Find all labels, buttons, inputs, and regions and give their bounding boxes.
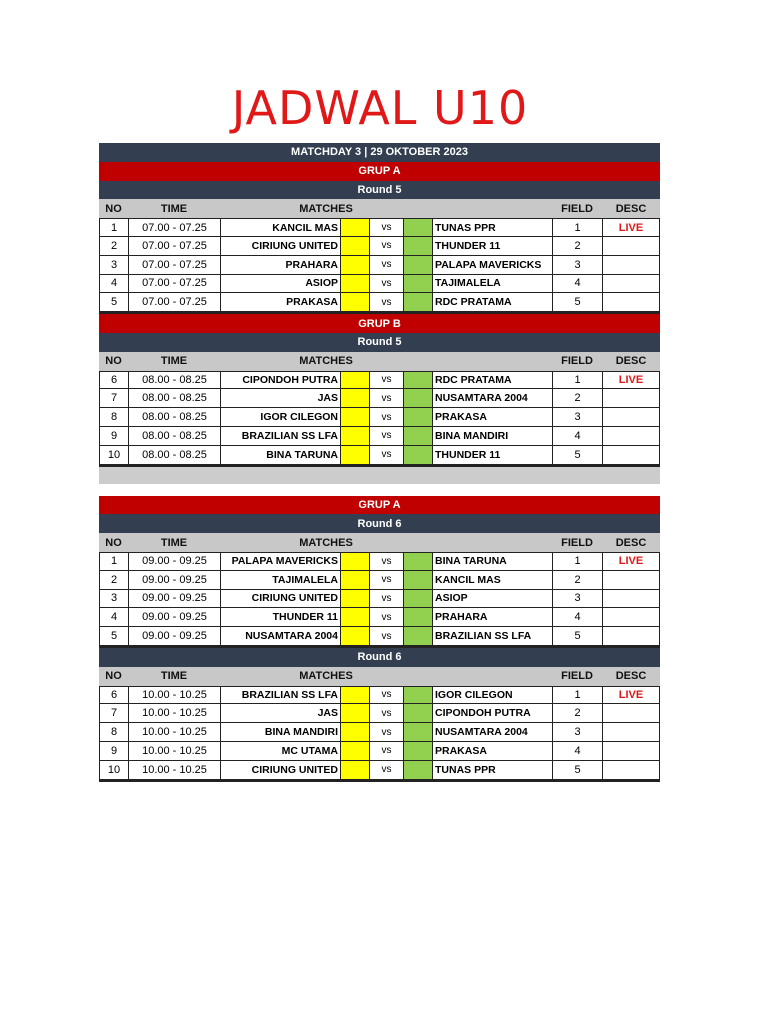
match-time: 07.00 - 07.25 [128,293,220,311]
table-row [99,742,660,761]
live-status [602,761,660,779]
header-matches: MATCHES [299,670,353,683]
away-team: IGOR CILEGON [432,687,552,704]
away-score-cell [403,571,432,589]
live-status [602,427,660,445]
home-team: BRAZILIAN SS LFA [220,427,340,445]
table-row [99,237,660,256]
vs-label: vs [369,742,403,760]
match-time: 09.00 - 09.25 [128,553,220,570]
vs-label: vs [369,553,403,570]
live-status: LIVE [602,687,660,704]
match-number: 9 [99,742,128,760]
live-status: LIVE [602,553,660,570]
match-number: 8 [99,723,128,741]
column-header-row [99,352,660,371]
header-no: NO [105,670,122,683]
section-header-bar: Round 5 [99,333,660,352]
vs-label: vs [369,704,403,722]
away-score-cell [403,372,432,389]
away-score-cell [403,761,432,779]
home-team: PRAKASA [220,293,340,311]
header-time: TIME [160,202,188,215]
away-team: TUNAS PPR [432,219,552,236]
header-desc: DESC [615,670,647,683]
field-number: 2 [552,571,602,589]
match-time: 08.00 - 08.25 [128,446,220,464]
live-status [602,627,660,645]
field-number: 2 [552,389,602,407]
home-score-cell [340,427,369,445]
home-score-cell [340,237,369,255]
home-team: BRAZILIAN SS LFA [220,687,340,704]
match-number: 10 [99,761,128,779]
vs-label: vs [369,761,403,779]
away-score-cell [403,275,432,293]
vs-label: vs [369,571,403,589]
away-score-cell [403,742,432,760]
away-team: TAJIMALELA [432,275,552,293]
away-team: NUSAMTARA 2004 [432,723,552,741]
table-row [99,256,660,275]
vs-label: vs [369,237,403,255]
home-team: CIRIUNG UNITED [220,237,340,255]
match-time: 08.00 - 08.25 [128,408,220,426]
vs-label: vs [369,590,403,608]
field-number: 5 [552,446,602,464]
table-row [99,590,660,609]
match-number: 7 [99,704,128,722]
home-score-cell [340,723,369,741]
field-number: 4 [552,742,602,760]
field-number: 4 [552,608,602,626]
header-spacer [432,533,552,552]
column-header-row [99,199,660,218]
match-number: 10 [99,446,128,464]
match-number: 1 [99,219,128,236]
section-header-bar: GRUP A [99,496,660,515]
section-spacer [99,467,660,484]
match-list [99,552,660,648]
home-score-cell [340,275,369,293]
away-score-cell [403,293,432,311]
away-team: PRAKASA [432,408,552,426]
vs-label: vs [369,256,403,274]
match-time: 10.00 - 10.25 [128,742,220,760]
home-team: BINA TARUNA [220,446,340,464]
home-score-cell [340,372,369,389]
away-score-cell [403,723,432,741]
page-title: JADWAL U10 [231,81,529,135]
home-score-cell [340,293,369,311]
live-status [602,408,660,426]
home-score-cell [340,571,369,589]
live-status [602,293,660,311]
away-team: TUNAS PPR [432,761,552,779]
home-score-cell [340,553,369,570]
match-time: 10.00 - 10.25 [128,704,220,722]
match-number: 6 [99,372,128,389]
match-list [99,371,660,467]
vs-label: vs [369,275,403,293]
header-field: FIELD [561,536,593,549]
field-number: 1 [552,372,602,389]
header-field: FIELD [561,202,593,215]
field-number: 5 [552,627,602,645]
table-row [99,293,660,312]
away-score-cell [403,389,432,407]
away-score-cell [403,608,432,626]
match-number: 5 [99,627,128,645]
match-number: 5 [99,293,128,311]
match-time: 10.00 - 10.25 [128,761,220,779]
table-row [99,686,660,705]
match-number: 6 [99,687,128,704]
section-spacer [99,484,660,496]
live-status [602,389,660,407]
live-status [602,742,660,760]
match-time: 08.00 - 08.25 [128,372,220,389]
header-no: NO [105,536,122,549]
away-score-cell [403,553,432,570]
home-score-cell [340,446,369,464]
home-team: PRAHARA [220,256,340,274]
vs-label: vs [369,219,403,236]
home-team: JAS [220,389,340,407]
table-row [99,608,660,627]
match-number: 2 [99,571,128,589]
live-status [602,446,660,464]
table-row [99,627,660,646]
header-no: NO [105,355,122,368]
home-score-cell [340,761,369,779]
field-number: 1 [552,687,602,704]
vs-label: vs [369,687,403,704]
away-team: NUSAMTARA 2004 [432,389,552,407]
away-team: RDC PRATAMA [432,293,552,311]
field-number: 2 [552,704,602,722]
away-score-cell [403,704,432,722]
home-score-cell [340,256,369,274]
header-desc: DESC [615,202,647,215]
header-no: NO [105,202,122,215]
match-time: 08.00 - 08.25 [128,427,220,445]
live-status [602,590,660,608]
away-team: PRAHARA [432,608,552,626]
header-time: TIME [160,355,188,368]
home-team: BINA MANDIRI [220,723,340,741]
vs-label: vs [369,293,403,311]
table-row [99,408,660,427]
header-time: TIME [160,536,188,549]
match-time: 08.00 - 08.25 [128,389,220,407]
home-score-cell [340,627,369,645]
match-time: 07.00 - 07.25 [128,256,220,274]
header-spacer [432,199,552,218]
table-row [99,446,660,465]
away-team: CIPONDOH PUTRA [432,704,552,722]
field-number: 5 [552,761,602,779]
header-matches: MATCHES [299,355,353,368]
home-team: MC UTAMA [220,742,340,760]
away-team: RDC PRATAMA [432,372,552,389]
away-team: ASIOP [432,590,552,608]
match-number: 7 [99,389,128,407]
match-number: 2 [99,237,128,255]
away-score-cell [403,408,432,426]
live-status [602,237,660,255]
table-row [99,427,660,446]
schedule-table [99,143,660,782]
table-row [99,389,660,408]
header-field: FIELD [561,355,593,368]
home-team: KANCIL MAS [220,219,340,236]
section-header-bar: GRUP A [99,162,660,181]
away-team: PRAKASA [432,742,552,760]
home-team: ASIOP [220,275,340,293]
table-row [99,275,660,294]
away-score-cell [403,219,432,236]
home-score-cell [340,687,369,704]
home-score-cell [340,590,369,608]
vs-label: vs [369,389,403,407]
match-list [99,218,660,314]
field-number: 1 [552,219,602,236]
field-number: 4 [552,427,602,445]
home-team: CIRIUNG UNITED [220,761,340,779]
match-time: 07.00 - 07.25 [128,237,220,255]
live-status [602,723,660,741]
home-score-cell [340,389,369,407]
table-row [99,371,660,390]
section-header-bar: Round 6 [99,648,660,667]
live-status [602,608,660,626]
live-status [602,275,660,293]
vs-label: vs [369,408,403,426]
home-team: IGOR CILEGON [220,408,340,426]
table-row [99,552,660,571]
home-team: NUSAMTARA 2004 [220,627,340,645]
field-number: 3 [552,723,602,741]
match-number: 8 [99,408,128,426]
field-number: 2 [552,237,602,255]
live-status [602,256,660,274]
away-score-cell [403,237,432,255]
table-row [99,218,660,237]
vs-label: vs [369,446,403,464]
match-number: 3 [99,256,128,274]
away-team: THUNDER 11 [432,237,552,255]
header-matches: MATCHES [299,536,353,549]
vs-label: vs [369,723,403,741]
live-status [602,704,660,722]
live-status: LIVE [602,219,660,236]
away-team: PALAPA MAVERICKS [432,256,552,274]
match-time: 10.00 - 10.25 [128,687,220,704]
home-team: CIPONDOH PUTRA [220,372,340,389]
away-team: BRAZILIAN SS LFA [432,627,552,645]
match-number: 1 [99,553,128,570]
section-header-bar: GRUP B [99,314,660,333]
match-number: 4 [99,275,128,293]
match-time: 09.00 - 09.25 [128,571,220,589]
away-score-cell [403,446,432,464]
match-time: 09.00 - 09.25 [128,590,220,608]
header-spacer [432,667,552,686]
section-header-bar: Round 6 [99,514,660,533]
match-time: 10.00 - 10.25 [128,723,220,741]
away-score-cell [403,627,432,645]
match-time: 07.00 - 07.25 [128,219,220,236]
header-field: FIELD [561,670,593,683]
away-score-cell [403,256,432,274]
home-score-cell [340,704,369,722]
header-desc: DESC [615,536,647,549]
section-header-bar: MATCHDAY 3 | 29 OKTOBER 2023 [99,143,660,162]
home-team: CIRIUNG UNITED [220,590,340,608]
vs-label: vs [369,372,403,389]
match-time: 09.00 - 09.25 [128,608,220,626]
header-desc: DESC [615,355,647,368]
match-time: 09.00 - 09.25 [128,627,220,645]
vs-label: vs [369,427,403,445]
home-score-cell [340,408,369,426]
live-status: LIVE [602,372,660,389]
field-number: 3 [552,408,602,426]
header-matches: MATCHES [299,202,353,215]
away-team: BINA MANDIRI [432,427,552,445]
table-row [99,571,660,590]
away-team: BINA TARUNA [432,553,552,570]
field-number: 5 [552,293,602,311]
field-number: 4 [552,275,602,293]
home-team: JAS [220,704,340,722]
away-team: THUNDER 11 [432,446,552,464]
away-team: KANCIL MAS [432,571,552,589]
field-number: 3 [552,590,602,608]
home-team: PALAPA MAVERICKS [220,553,340,570]
field-number: 3 [552,256,602,274]
header-time: TIME [160,670,188,683]
match-number: 9 [99,427,128,445]
match-time: 07.00 - 07.25 [128,275,220,293]
vs-label: vs [369,627,403,645]
home-score-cell [340,608,369,626]
column-header-row [99,667,660,686]
field-number: 1 [552,553,602,570]
away-score-cell [403,427,432,445]
header-spacer [432,352,552,371]
match-number: 3 [99,590,128,608]
match-number: 4 [99,608,128,626]
section-header-bar: Round 5 [99,181,660,200]
away-score-cell [403,687,432,704]
table-row [99,761,660,780]
away-score-cell [403,590,432,608]
home-score-cell [340,742,369,760]
vs-label: vs [369,608,403,626]
home-team: THUNDER 11 [220,608,340,626]
home-team: TAJIMALELA [220,571,340,589]
table-row [99,723,660,742]
table-row [99,704,660,723]
match-list [99,686,660,782]
column-header-row [99,533,660,552]
live-status [602,571,660,589]
home-score-cell [340,219,369,236]
